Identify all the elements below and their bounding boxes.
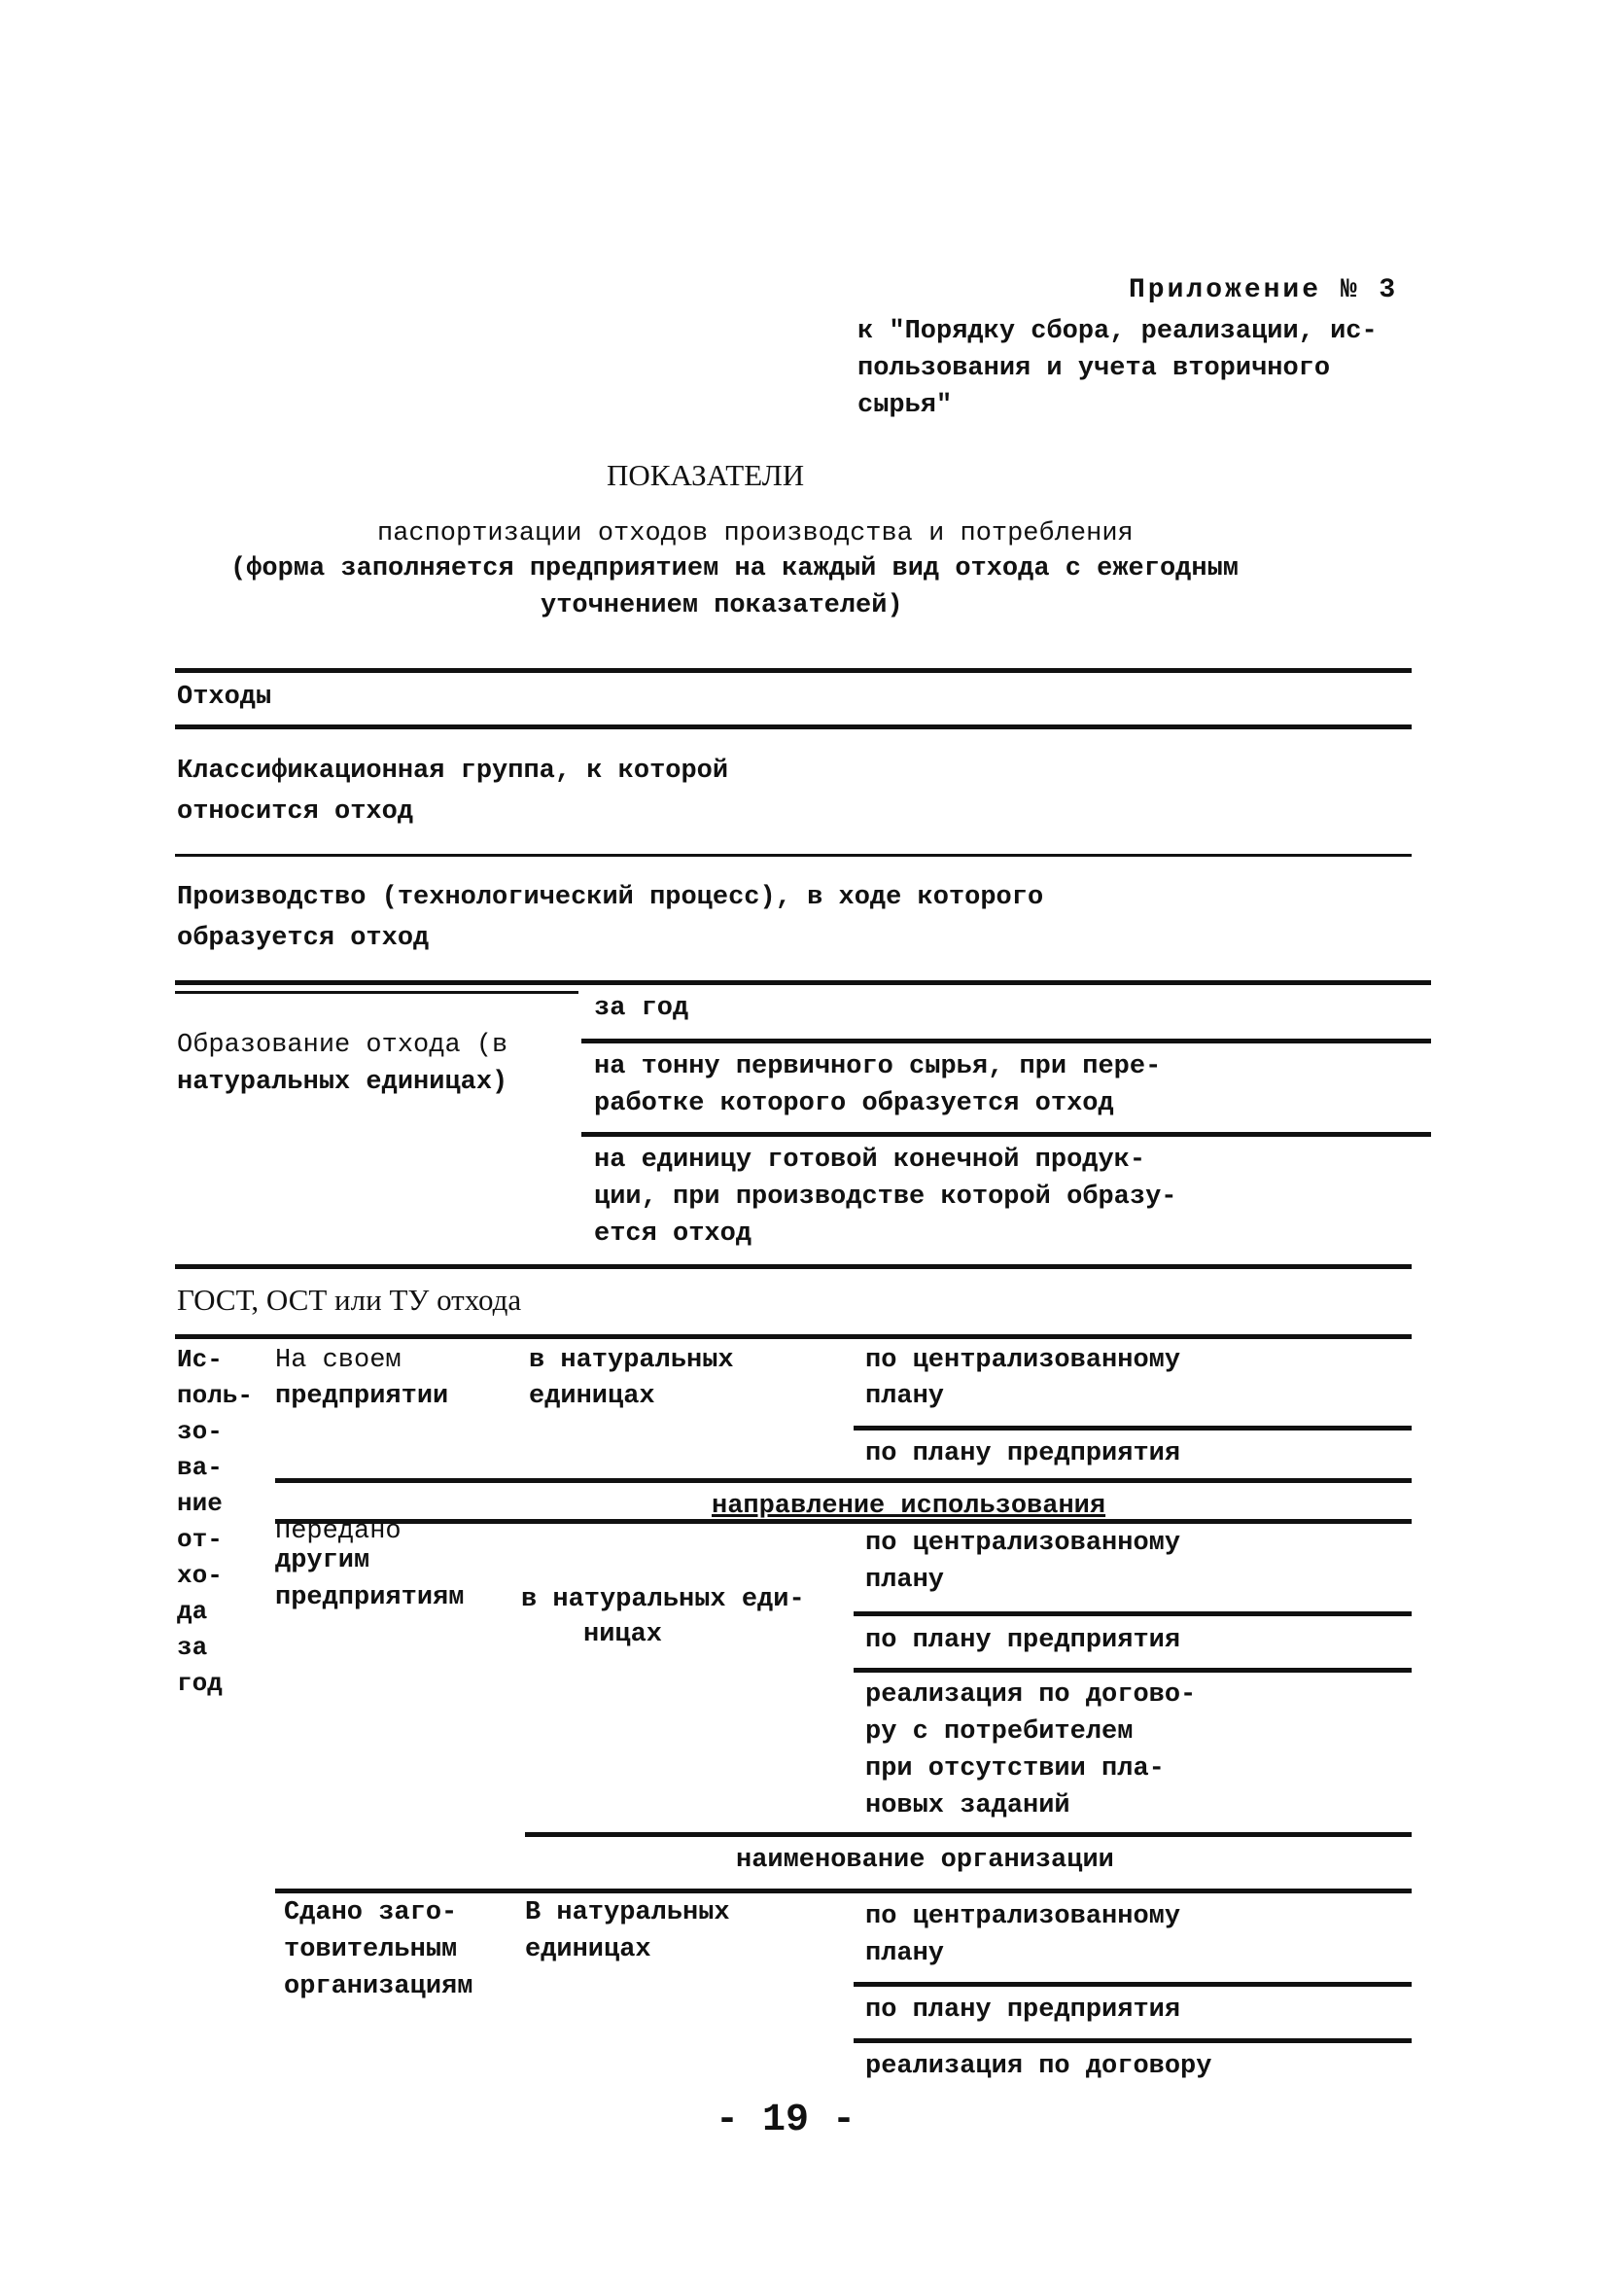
rule	[854, 1611, 1412, 1616]
rule	[175, 1264, 1412, 1269]
org-name-label: наименование организации	[736, 1846, 1114, 1875]
production-line-2: образуется отход	[177, 924, 430, 953]
rule	[175, 668, 1412, 673]
transferred-line-3: предприятиям	[275, 1583, 465, 1612]
contract-sale-short: реализация по договору	[865, 2052, 1212, 2081]
rule	[175, 724, 1412, 729]
usage-vertical-5: ние	[177, 1489, 223, 1518]
transferred-line-2: другим	[275, 1546, 370, 1575]
formation-label-line-2: натуральных единицах)	[177, 1068, 508, 1097]
per-year-label: за год	[594, 994, 689, 1023]
per-ton-line-1: на тонну первичного сырья, при пере-	[594, 1052, 1162, 1081]
rule	[854, 1982, 1412, 1987]
central-plan-2-line-2: плану	[865, 1566, 945, 1595]
gost-label: ГОСТ, ОСТ или ТУ отхода	[177, 1283, 522, 1317]
own-enterprise-line-2: предприятии	[275, 1382, 449, 1411]
enterprise-plan-2: по плану предприятия	[865, 1626, 1181, 1655]
per-ton-line-2: работке которого образуется отход	[594, 1089, 1114, 1118]
contract-sale-line-4: новых заданий	[865, 1791, 1070, 1820]
subtitle-line-3: уточнением показателей)	[541, 591, 903, 620]
contract-sale-line-1: реализация по догово-	[865, 1680, 1197, 1710]
rule	[854, 2038, 1412, 2043]
rule	[275, 1519, 1412, 1524]
natural-units-3-line-2: единицах	[525, 1935, 651, 1964]
usage-vertical-4: ва-	[177, 1453, 223, 1482]
page-title: ПОКАЗАТЕЛИ	[607, 458, 805, 492]
appendix-ref-line-3: сырья"	[857, 391, 953, 420]
class-group-line-1: Классификационная группа, к которой	[177, 757, 729, 786]
enterprise-plan-3: по плану предприятия	[865, 1996, 1181, 2025]
contract-sale-line-3: при отсутствии пла-	[865, 1754, 1165, 1784]
rule	[854, 1426, 1412, 1431]
rule	[275, 1889, 1412, 1893]
waste-label: Отходы	[177, 683, 272, 712]
usage-vertical-3: зо-	[177, 1417, 223, 1446]
handed-over-line-3: организациям	[284, 1972, 473, 2001]
rule	[854, 1668, 1412, 1673]
class-group-line-2: относится отход	[177, 797, 414, 827]
rule	[581, 1039, 1431, 1043]
usage-vertical-6: от-	[177, 1525, 223, 1554]
handed-over-line-1: Сдано заго-	[284, 1898, 458, 1927]
natural-units-3-line-1: В натуральных	[525, 1898, 730, 1927]
rule	[175, 980, 1431, 985]
usage-vertical-9: за	[177, 1633, 208, 1662]
enterprise-plan-1: по плану предприятия	[865, 1439, 1181, 1468]
central-plan-2-line-1: по централизованному	[865, 1529, 1181, 1558]
rule	[175, 1334, 1412, 1339]
usage-vertical-7: хо-	[177, 1561, 223, 1590]
page-number: - 19 -	[716, 2099, 856, 2142]
central-plan-1-line-1: по централизованному	[865, 1346, 1181, 1375]
usage-vertical-2: поль-	[177, 1381, 254, 1410]
transferred-line-1: Передано	[275, 1517, 402, 1546]
rule	[525, 1832, 1412, 1837]
natural-units-line-1: в натуральных	[529, 1346, 734, 1375]
rule	[175, 854, 1412, 857]
usage-vertical-1: Ис-	[177, 1345, 223, 1374]
production-line-1: Производство (технологический процесс), в ходе которого	[177, 883, 1044, 912]
rule	[175, 991, 578, 994]
subtitle-line-1: паспортизации отходов производства и потребления	[377, 519, 1134, 548]
usage-direction-label: направление использования	[712, 1492, 1106, 1521]
per-unit-line-2: ции, при производстве которой образу-	[594, 1183, 1177, 1212]
contract-sale-line-2: ру с потребителем	[865, 1717, 1134, 1747]
own-enterprise-line-1: На своем	[275, 1346, 402, 1375]
appendix-ref-line-1: к "Порядку сбора, реализации, ис-	[857, 317, 1378, 346]
central-plan-1-line-2: плану	[865, 1382, 945, 1411]
subtitle-line-2: (форма заполняется предприятием на каждый вид отхода с ежегодным	[230, 554, 1239, 583]
rule	[275, 1478, 1412, 1483]
appendix-title: Приложение № 3	[1129, 275, 1399, 305]
formation-label-line-1: Образование отхода (в	[177, 1031, 508, 1060]
natural-units-2-line-1: в натуральных еди-	[521, 1585, 805, 1614]
rule	[581, 1132, 1431, 1137]
central-plan-3-line-2: плану	[865, 1939, 945, 1968]
natural-units-line-2: единицах	[529, 1382, 655, 1411]
appendix-ref-line-2: пользования и учета вторичного	[857, 354, 1331, 383]
per-unit-line-1: на единицу готовой конечной продук-	[594, 1146, 1146, 1175]
usage-vertical-8: да	[177, 1597, 208, 1626]
per-unit-line-3: ется отход	[594, 1219, 752, 1249]
central-plan-3-line-1: по централизованному	[865, 1902, 1181, 1931]
usage-vertical-10: год	[177, 1669, 223, 1698]
natural-units-2-line-2: ницах	[583, 1620, 663, 1649]
handed-over-line-2: товительным	[284, 1935, 458, 1964]
